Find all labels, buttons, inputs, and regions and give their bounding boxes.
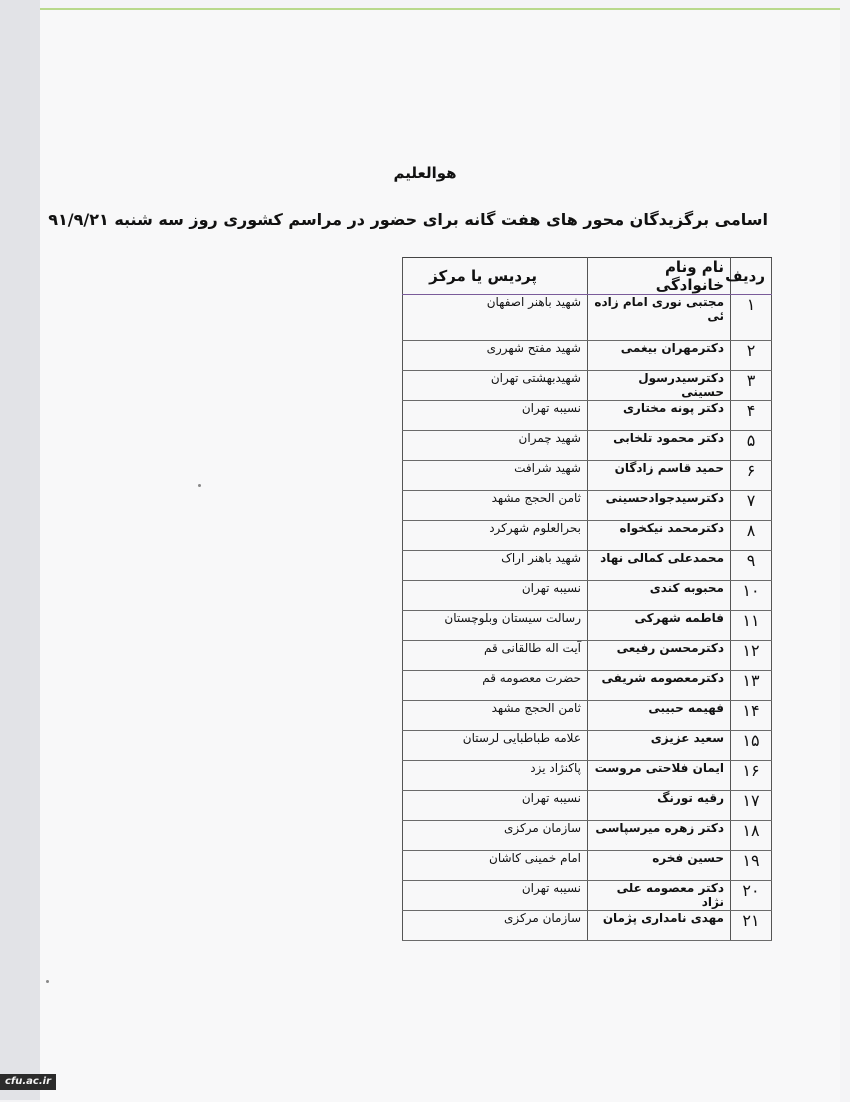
row-number: ۱۲ xyxy=(731,641,772,671)
scan-speck xyxy=(46,980,49,983)
table-row xyxy=(403,461,772,491)
table-row xyxy=(403,761,772,791)
campus-name: بحرالعلوم شهرکرد xyxy=(403,521,588,551)
person-name: محبوبه کندی xyxy=(588,581,731,611)
campus-name: علامه طباطبایی لرستان xyxy=(403,731,588,761)
row-number: ۳ xyxy=(731,371,772,401)
campus-name: ثامن الحجج مشهد xyxy=(403,491,588,521)
table-row xyxy=(403,731,772,761)
column-header-name: نام ونام خانوادگی xyxy=(588,258,731,295)
page-heading: هوالعلیم xyxy=(393,164,457,182)
campus-name: سازمان مرکزی xyxy=(403,911,588,941)
row-number: ۱۳ xyxy=(731,671,772,701)
row-number: ۲۱ xyxy=(731,911,772,941)
campus-name: نسیبه تهران xyxy=(403,791,588,821)
document-title: اسامی برگزیدگان محور های هفت گانه برای حضور در مراسم کشوری روز سه شنبه ۹۱/۹/۲۱ xyxy=(48,210,768,229)
table-row xyxy=(403,881,772,911)
site-watermark: cfu.ac.ir xyxy=(0,1074,56,1090)
campus-name: شهید مفتح شهرری xyxy=(403,341,588,371)
campus-name: سازمان مرکزی xyxy=(403,821,588,851)
row-number: ۲ xyxy=(731,341,772,371)
row-number: ۱ xyxy=(731,295,772,341)
person-name: حسین فخره xyxy=(588,851,731,881)
person-name: دکترسیدجوادحسینی xyxy=(588,491,731,521)
row-number: ۱۸ xyxy=(731,821,772,851)
campus-name: ثامن الحجج مشهد xyxy=(403,701,588,731)
table-row xyxy=(403,911,772,941)
person-name: دکترمهران بیغمی xyxy=(588,341,731,371)
table-row xyxy=(403,341,772,371)
row-number: ۱۷ xyxy=(731,791,772,821)
person-name: دکترمحسن رفیعی xyxy=(588,641,731,671)
row-number: ۲۰ xyxy=(731,881,772,911)
person-name: رقیه تورنگ xyxy=(588,791,731,821)
table-row xyxy=(403,371,772,401)
table-row xyxy=(403,791,772,821)
campus-name: پاکنژاد یزد xyxy=(403,761,588,791)
scan-speck xyxy=(198,484,201,487)
table-row xyxy=(403,551,772,581)
row-number: ۹ xyxy=(731,551,772,581)
row-number: ۱۰ xyxy=(731,581,772,611)
person-name: دکتر زهره میرسپاسی xyxy=(588,821,731,851)
campus-name: نسیبه تهران xyxy=(403,881,588,911)
table-row xyxy=(403,641,772,671)
campus-name: شهید باهنر اراک xyxy=(403,551,588,581)
person-name: مهدی نامداری پژمان xyxy=(588,911,731,941)
person-name: دکتر معصومه علی نژاد xyxy=(588,881,731,911)
person-name: دکتر پونه مختاری xyxy=(588,401,731,431)
person-name: مجتبی نوری امام زاده ئی xyxy=(588,295,731,341)
row-number: ۴ xyxy=(731,401,772,431)
table-row xyxy=(403,431,772,461)
column-header-number: ردیف xyxy=(731,258,772,295)
person-name: فهیمه حبیبی xyxy=(588,701,731,731)
campus-name: رسالت سیستان وبلوچستان xyxy=(403,611,588,641)
row-number: ۵ xyxy=(731,431,772,461)
person-name: دکتر محمود تلخابی xyxy=(588,431,731,461)
person-name: دکترمعصومه شریفی xyxy=(588,671,731,701)
table-row xyxy=(403,851,772,881)
row-number: ۷ xyxy=(731,491,772,521)
table-row xyxy=(403,821,772,851)
row-number: ۱۶ xyxy=(731,761,772,791)
campus-name: نسیبه تهران xyxy=(403,581,588,611)
row-number: ۱۵ xyxy=(731,731,772,761)
row-number: ۱۹ xyxy=(731,851,772,881)
campus-name: حضرت معصومه قم xyxy=(403,671,588,701)
campus-name: نسیبه تهران xyxy=(403,401,588,431)
person-name: حمید قاسم زادگان xyxy=(588,461,731,491)
person-name: محمدعلی کمالی نهاد xyxy=(588,551,731,581)
table-row xyxy=(403,611,772,641)
row-number: ۶ xyxy=(731,461,772,491)
row-number: ۸ xyxy=(731,521,772,551)
person-name: دکترمحمد نیکخواه xyxy=(588,521,731,551)
row-number: ۱۱ xyxy=(731,611,772,641)
table-header-row xyxy=(403,258,772,295)
person-name: فاطمه شهرکی xyxy=(588,611,731,641)
table-row xyxy=(403,295,772,341)
campus-name: شهید باهنر اصفهان xyxy=(403,295,588,341)
campus-name: آیت اله طالقانی قم xyxy=(403,641,588,671)
table-row xyxy=(403,401,772,431)
person-name: سعید عزیزی xyxy=(588,731,731,761)
person-name: دکترسیدرسول حسینی xyxy=(588,371,731,401)
person-name: ایمان فلاحتی مروست xyxy=(588,761,731,791)
column-header-campus: پردیس یا مرکز xyxy=(403,258,588,295)
table-row xyxy=(403,671,772,701)
table-row xyxy=(403,491,772,521)
campus-name: امام خمینی کاشان xyxy=(403,851,588,881)
row-number: ۱۴ xyxy=(731,701,772,731)
table-body xyxy=(403,295,772,941)
campus-name: شهید چمران xyxy=(403,431,588,461)
table-row xyxy=(403,521,772,551)
winners-table xyxy=(402,257,772,941)
table-row xyxy=(403,581,772,611)
table-row xyxy=(403,701,772,731)
campus-name: شهیدبهشتی تهران xyxy=(403,371,588,401)
campus-name: شهید شرافت xyxy=(403,461,588,491)
